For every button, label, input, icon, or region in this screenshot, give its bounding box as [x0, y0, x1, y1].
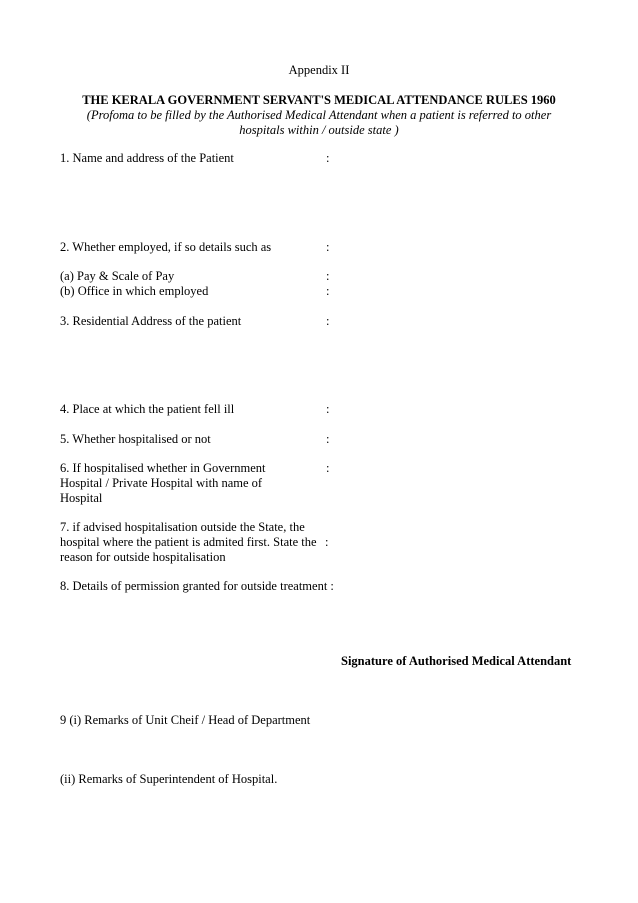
- field-2-label: 2. Whether employed, if so details such as: [60, 240, 272, 254]
- field-3-colon: :: [326, 314, 330, 328]
- field-6-label-line-2: Hospital / Private Hospital with name of: [60, 476, 263, 490]
- field-2a-label: (a) Pay & Scale of Pay: [60, 269, 175, 283]
- field-4-label: 4. Place at which the patient fell ill: [60, 402, 235, 416]
- field-2-colon: :: [326, 240, 330, 254]
- field-6-label-line-3: Hospital: [60, 491, 103, 505]
- field-6-label-line-1: 6. If hospitalised whether in Government: [60, 461, 266, 475]
- field-3-label: 3. Residential Address of the patient: [60, 314, 242, 328]
- document-title: THE KERALA GOVERNMENT SERVANT'S MEDICAL ATTENDANCE RULES 1960: [82, 93, 556, 107]
- field-2b-label: (b) Office in which employed: [60, 284, 209, 298]
- appendix-label: Appendix II: [288, 63, 350, 77]
- field-6-colon: :: [326, 461, 330, 475]
- document-subtitle-line-1: (Profoma to be filled by the Authorised Medical Attendant when a patient is referred to other: [86, 108, 552, 122]
- field-5-label: 5. Whether hospitalised or not: [60, 432, 211, 446]
- field-8-label: 8. Details of permission granted for outside treatment :: [60, 579, 334, 593]
- signature-label: Signature of Authorised Medical Attendant: [341, 654, 572, 668]
- field-1-label: 1. Name and address of the Patient: [60, 151, 234, 165]
- field-5-colon: :: [326, 432, 330, 446]
- field-1-colon: :: [326, 151, 330, 165]
- field-4-colon: :: [326, 402, 330, 416]
- field-7-colon: :: [325, 535, 329, 549]
- document-subtitle-line-2: hospitals within / outside state ): [239, 123, 399, 137]
- field-7-label-line-3: reason for outside hospitalisation: [60, 550, 226, 564]
- field-7-label-line-2: hospital where the patient is admited first. State the: [60, 535, 317, 549]
- field-2b-colon: :: [326, 284, 330, 298]
- remarks-unit-chief: 9 (i) Remarks of Unit Cheif / Head of Department: [60, 713, 311, 727]
- field-7-label-line-1: 7. if advised hospitalisation outside the State, the: [60, 520, 305, 534]
- remarks-superintendent: (ii) Remarks of Superintendent of Hospital.: [60, 772, 278, 786]
- field-2a-colon: :: [326, 269, 330, 283]
